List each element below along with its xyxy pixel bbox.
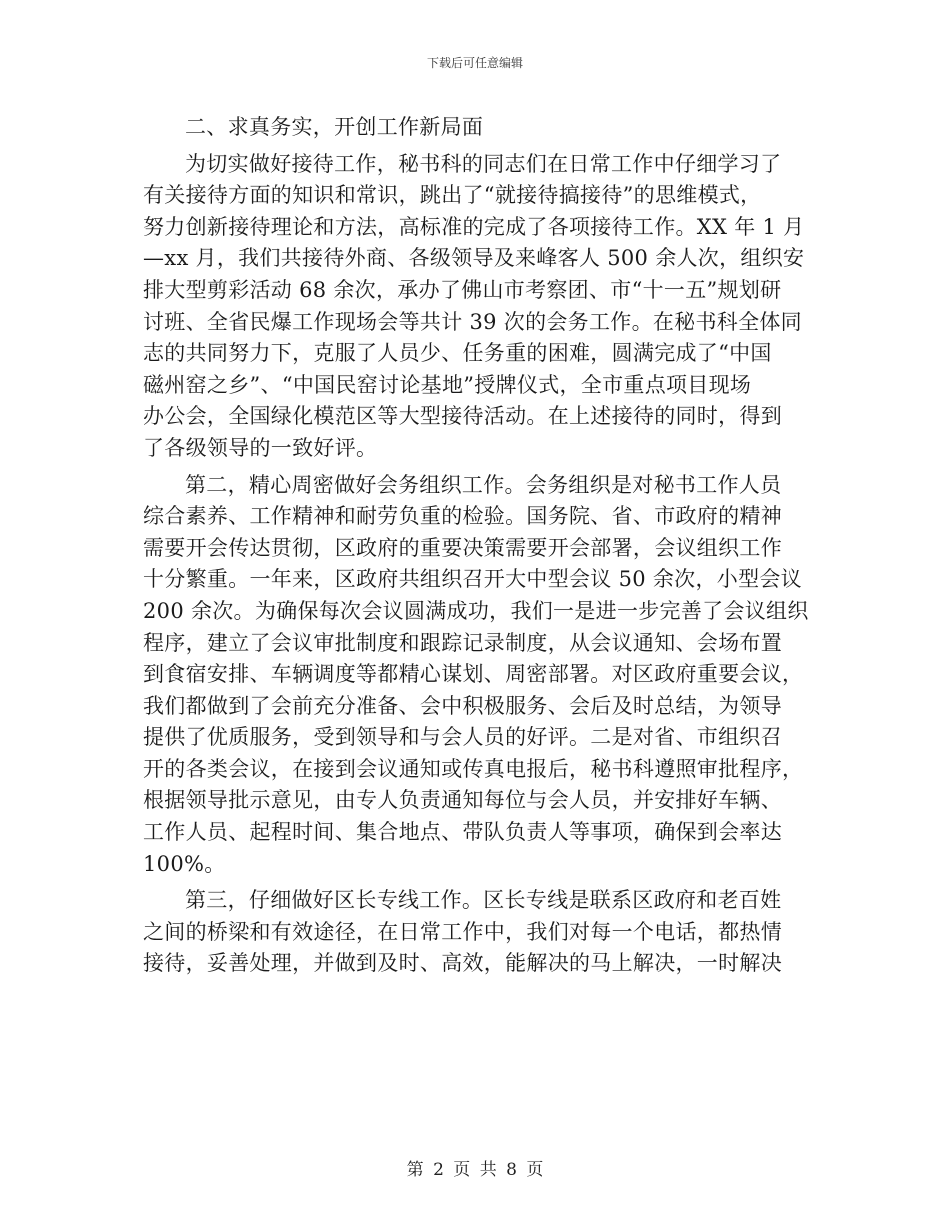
text-line: 提供了优质服务，受到领导和与会人员的好评。二是对省、市组织召	[143, 725, 782, 750]
text-line: 第三，仔细做好区长专线工作。区长专线是联系区政府和老百姓	[185, 888, 782, 913]
paragraph-hotline	[143, 885, 808, 980]
document-body	[143, 112, 808, 980]
text-line: 有关接待方面的知识和常识，跳出了“就接待搞接待”的思维模式，	[143, 183, 762, 208]
page-number-footer: 第 2 页 共 8 页	[406, 1160, 544, 1180]
text-line: 了各级领导的一致好评。	[143, 435, 378, 460]
text-line: 之间的桥梁和有效途径，在日常工作中，我们对每一个电话，都热情	[143, 919, 782, 944]
text-line: 200 余次。为确保每次会议圆满成功，我们一是进一步完善了会议组织	[143, 598, 809, 623]
text-line: 到食宿安排、车辆调度等都精心谋划、周密部署。对区政府重要会议，	[143, 662, 804, 687]
page-header: 下载后可任意编辑	[426, 56, 523, 70]
text-line: 需要开会传达贯彻，区政府的重要决策需要开会部署，会议组织工作	[143, 535, 782, 560]
text-line: 根据领导批示意见，由专人负责通知每位与会人员，并安排好车辆、	[143, 788, 782, 813]
text-line: 为切实做好接待工作，秘书科的同志们在日常工作中仔细学习了	[185, 151, 782, 176]
section-heading: 二、求真务实，开创工作新局面	[185, 115, 484, 139]
text-line: 第二，精心周密做好会务组织工作。会务组织是对秘书工作人员	[185, 472, 782, 497]
text-line: 十分繁重。一年来，区政府共组织召开大中型会议 50 余次，小型会议	[143, 567, 802, 592]
text-line: 100%。	[143, 851, 226, 876]
text-line: 磁州窑之乡”、“中国民窑讨论基地”授牌仪式，全市重点项目现场	[143, 372, 752, 397]
text-line: 我们都做到了会前充分准备、会中积极服务、会后及时总结，为领导	[143, 693, 782, 718]
paragraph-meetings	[143, 470, 808, 881]
text-line: 努力创新接待理论和方法，高标准的完成了各项接待工作。XX 年 1 月	[143, 214, 805, 239]
text-line: 综合素养、工作精神和耐劳负重的检验。国务院、省、市政府的精神	[143, 504, 782, 529]
text-line: 程序，建立了会议审批制度和跟踪记录制度，从会议通知、会场布置	[143, 630, 782, 655]
text-line: 讨班、全省民爆工作现场会等共计 39 次的会务工作。在秘书科全体同	[143, 309, 802, 334]
text-line: 接待，妥善处理，并做到及时、高效，能解决的马上解决，一时解决	[143, 951, 782, 976]
text-line: —xx 月，我们共接待外商、各级领导及来峰客人 500 余人次，组织安	[143, 246, 805, 271]
text-line: 排大型剪彩活动 68 余次，承办了佛山市考察团、市“十一五”规划研	[143, 277, 782, 302]
text-line: 工作人员、起程时间、集合地点、带队负责人等事项，确保到会率达	[143, 820, 782, 845]
paragraph-reception	[143, 149, 808, 465]
text-line: 办公会，全国绿化模范区等大型接待活动。在上述接待的同时，得到	[143, 404, 782, 429]
text-line: 开的各类会议，在接到会议通知或传真电报后，秘书科遵照审批程序，	[143, 756, 804, 781]
text-line: 志的共同努力下，克服了人员少、任务重的困难，圆满完成了“中国	[143, 341, 772, 366]
